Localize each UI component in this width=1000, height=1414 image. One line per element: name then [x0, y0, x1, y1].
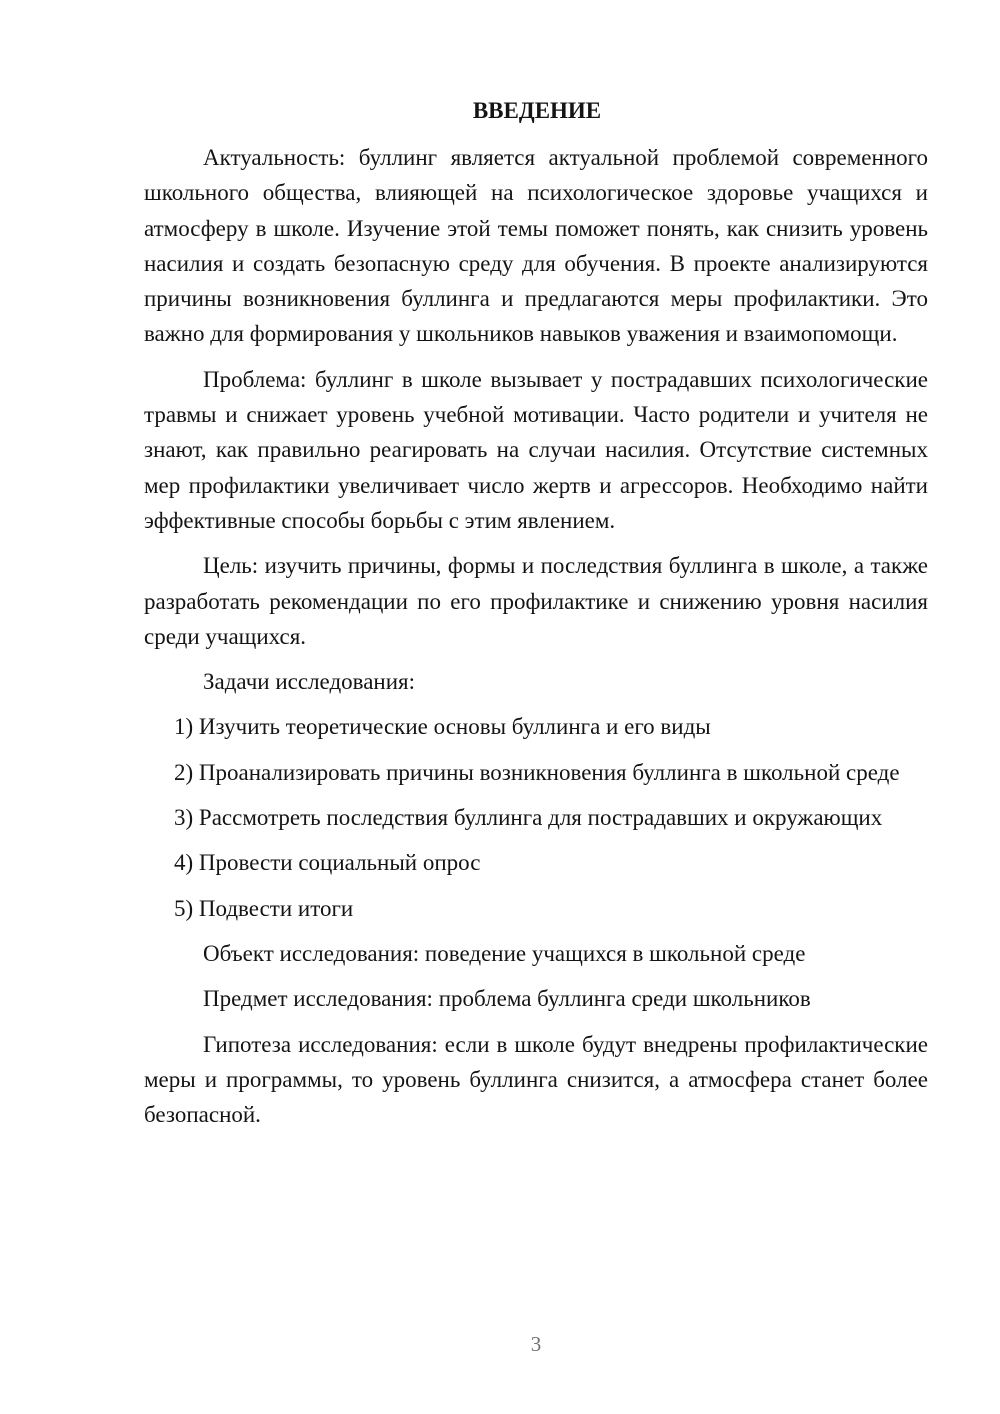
goal-paragraph: Цель: изучить причины, формы и последствия буллинга в школе, а также разработать рекомендации по его профилактике и снижению уровня насилия среди учащихся. — [144, 553, 928, 649]
task-item: 5) Подвести итоги — [174, 895, 354, 921]
task-item: 2) Проанализировать причины возникновения буллинга в школьной среде — [174, 759, 900, 785]
tasks-heading: Задачи исследования: — [203, 669, 416, 695]
task-item: 1) Изучить теоретические основы буллинга и его виды — [174, 714, 711, 740]
page-content — [144, 96, 928, 1142]
page-number: 3 — [530, 1332, 542, 1356]
hypothesis-paragraph: Гипотеза исследования: если в школе будут внедрены профилактические меры и программы, то уровень буллинга снизится, а атмосфера станет более безопасной. — [144, 1031, 928, 1128]
task-item: 4) Провести социальный опрос — [174, 850, 481, 876]
problem-paragraph: Проблема: буллинг в школе вызывает у пострадавших психологические травмы и снижает уровень учебной мотивации. Часто родители и учителя не знают, как правильно реагировать на случаи насилия. Отсутствие системных мер профилактики увеличивает число жертв и агрессоров. Необходимо найти эффективные способы борьбы с этим явлением. — [144, 366, 928, 533]
section-title: ВВЕДЕНИЕ — [472, 98, 602, 123]
research-subject: Предмет исследования: проблема буллинга среди школьников — [203, 986, 811, 1012]
relevance-paragraph: Актуальность: буллинг является актуальной проблемой современного школьного общества, влияющей на психологическое здоровье учащихся и атмосферу в школе. Изучение этой темы поможет понять, как снизить уровень насилия и создать безопасную среду для обучения. В проекте анализируются причины возникновения буллинга и предлагаются меры профилактики. Это важно для формирования у школьников навыков уважения и взаимопомощи. — [144, 145, 928, 347]
research-object: Объект исследования: поведение учащихся в школьной среде — [203, 940, 806, 966]
task-item: 3) Рассмотреть последствия буллинга для пострадавших и окружающих — [174, 805, 883, 831]
